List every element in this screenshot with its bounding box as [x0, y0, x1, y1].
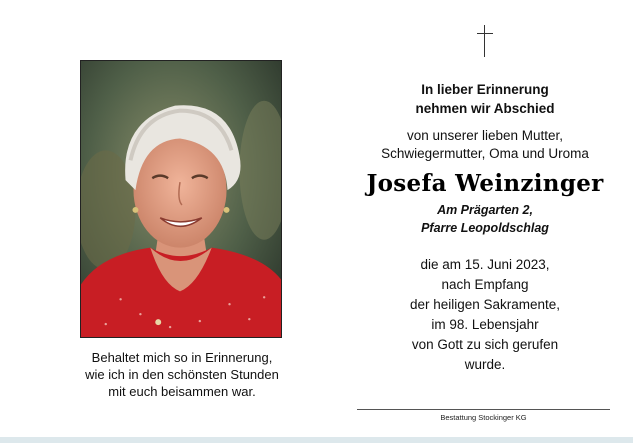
- deceased-name: Josefa Weinzinger: [366, 170, 604, 197]
- family-line: von unserer lieben Mutter,: [406, 128, 564, 143]
- funeral-home: Bestattung Stockinger KG: [440, 413, 527, 422]
- cross-icon: [477, 25, 493, 57]
- memorial-quote: [40, 349, 324, 400]
- death-line: die am 15. Juni 2023,: [420, 257, 550, 272]
- intro-heading: [345, 80, 625, 118]
- footer-divider: [357, 409, 610, 410]
- bottom-edge: [0, 437, 633, 443]
- portrait-photo: [80, 60, 282, 338]
- intro-line: In lieber Erinnerung: [421, 82, 549, 97]
- death-line: nach Empfang: [441, 277, 529, 292]
- death-line: im 98. Lebensjahr: [431, 317, 539, 332]
- address-line: Am Prägarten 2,: [437, 203, 533, 217]
- portrait-illustration: [81, 61, 281, 337]
- family-relation: [345, 127, 625, 163]
- intro-line: nehmen wir Abschied: [415, 101, 555, 116]
- address: [345, 201, 625, 237]
- death-line: von Gott zu sich gerufen: [411, 337, 559, 352]
- family-line: Schwiegermutter, Oma und Uroma: [381, 146, 589, 161]
- address-line: Pfarre Leopoldschlag: [421, 221, 549, 235]
- death-line: der heiligen Sakramente,: [409, 297, 561, 312]
- death-notice: [345, 255, 625, 375]
- quote-line: wie ich in den schönsten Stunden: [85, 367, 279, 382]
- quote-line: Behaltet mich so in Erinnerung,: [91, 350, 273, 365]
- death-line: wurde.: [464, 357, 506, 372]
- quote-line: mit euch beisammen war.: [108, 384, 256, 399]
